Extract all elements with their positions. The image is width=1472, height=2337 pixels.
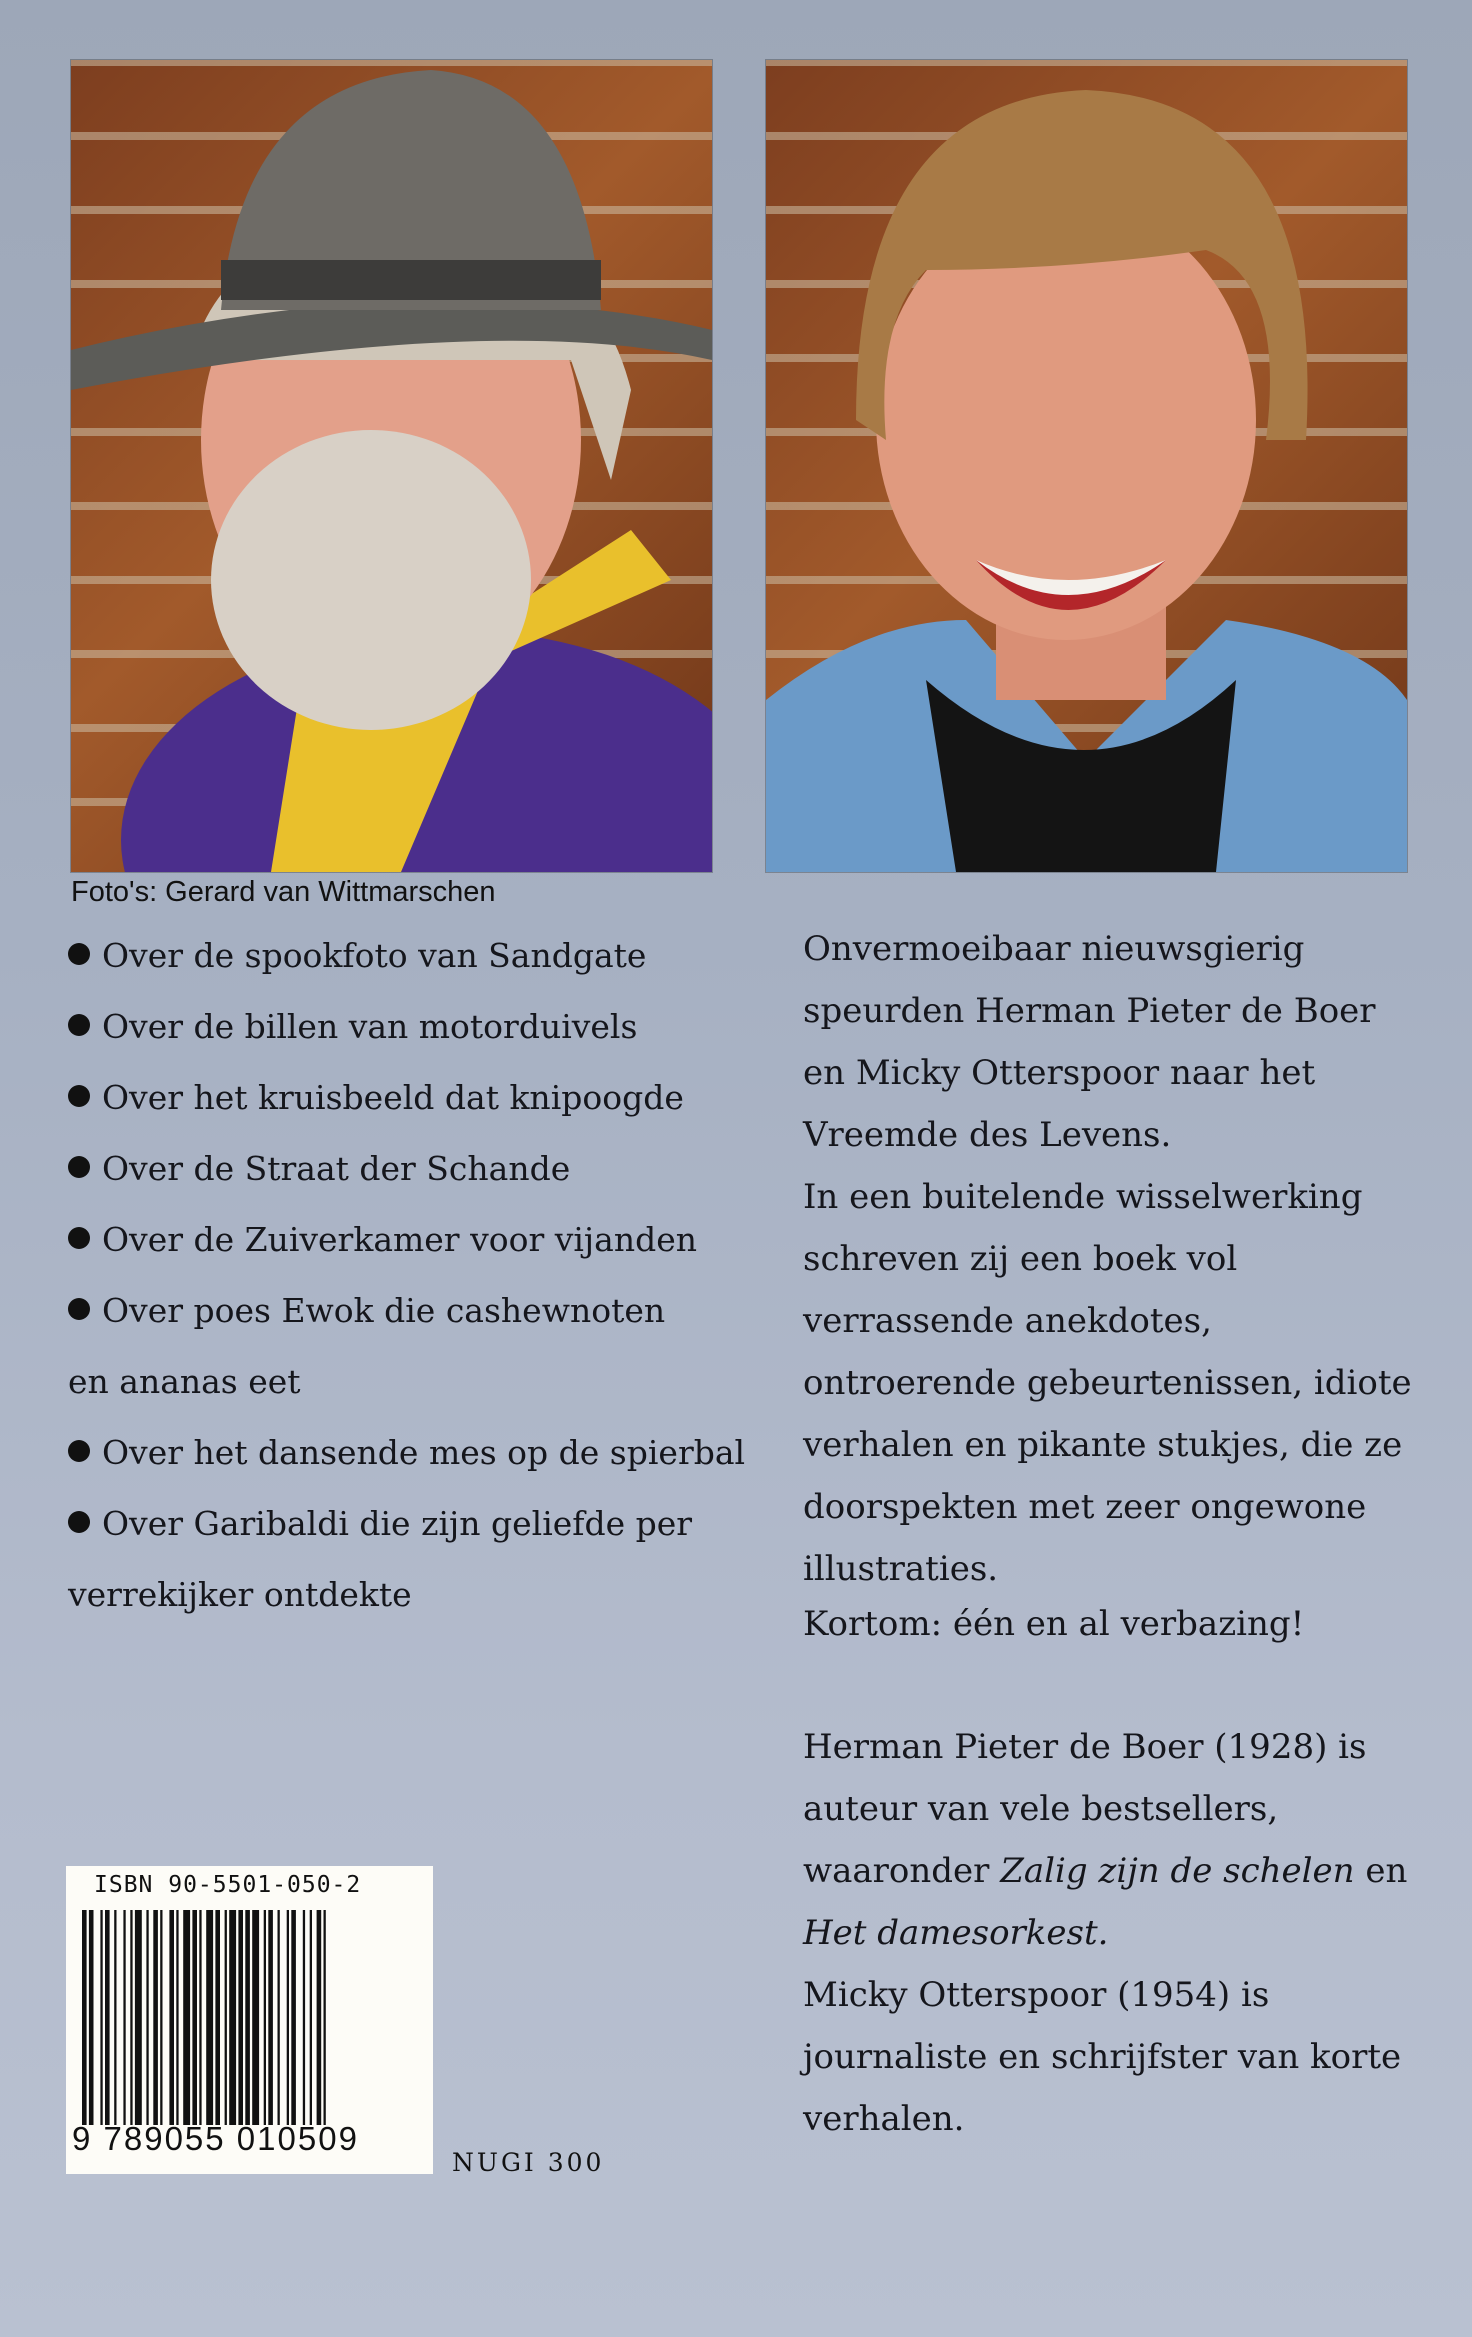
- tagline-text: Kortom: één en al verbazing!: [803, 1604, 1305, 1644]
- topic-text: Over de billen van motorduivels: [102, 1007, 638, 1046]
- blurb-paragraph: In een buitelende wisselwerking schreven zij een boek vol verrassende anekdotes, ontroerende gebeurtenissen, idiote verhalen en pikante stukjes, die ze doorspekten met zeer ongewone illustraties.: [803, 1177, 1412, 1589]
- barcode-bar: [135, 1910, 142, 2125]
- barcode-label: [66, 1866, 433, 2174]
- barcode-bar: [252, 1910, 259, 2125]
- topic-text: Over het kruisbeeld dat knipoogde: [102, 1078, 684, 1117]
- barcode-bar: [264, 1910, 266, 2125]
- book-title: Het damesorkest.: [803, 1913, 1109, 1953]
- barcode-bar: [183, 1910, 190, 2125]
- author-bios: [803, 1716, 1423, 2150]
- blurb-paragraph: Onvermoeibaar nieuwsgierig speurden Herman Pieter de Boer en Micky Otterspoor naar het Vreemde des Levens.: [803, 929, 1376, 1155]
- bullet-icon: [68, 1227, 90, 1249]
- bio-micky: Micky Otterspoor (1954) is journaliste en schrijfster van korte verhalen.: [803, 1975, 1402, 2139]
- bullet-icon: [68, 943, 90, 965]
- bio-text: en: [1354, 1851, 1408, 1891]
- author-photo-herman: [71, 60, 712, 872]
- bullet-icon: [68, 1298, 90, 1320]
- barcode-bar: [278, 1910, 280, 2125]
- bio-text: Herman Pieter de Boer (1928) is auteur van vele bestsellers, waaronder: [803, 1727, 1367, 1891]
- barcode-bar: [238, 1910, 243, 2125]
- bio-herman: [803, 1716, 1423, 1964]
- barcode-bar: [82, 1910, 87, 2125]
- photo-credit: Foto's: Gerard van Wittmarschen: [71, 876, 496, 908]
- barcode-bar: [287, 1910, 289, 2125]
- bullet-icon: [68, 1014, 90, 1036]
- topic-text: Over de Straat der Schande: [102, 1149, 571, 1188]
- portrait-woman-illustration: [766, 60, 1407, 872]
- barcode-bar: [89, 1910, 94, 2125]
- barcode-bar: [324, 1910, 326, 2125]
- barcode-bar: [153, 1910, 158, 2125]
- topic-text: Over de Zuiverkamer voor vijanden: [102, 1220, 697, 1259]
- barcode-bar: [146, 1910, 148, 2125]
- list-item: [68, 1062, 768, 1133]
- bullet-icon: [68, 1440, 90, 1462]
- bullet-icon: [68, 1085, 90, 1107]
- barcode-bar: [310, 1910, 312, 2125]
- barcode-bar: [245, 1910, 250, 2125]
- topic-text: Over de spookfoto van Sandgate: [102, 936, 647, 975]
- barcode-bar: [291, 1910, 296, 2125]
- bullet-icon: [68, 1511, 90, 1533]
- barcode-bar: [176, 1910, 178, 2125]
- topic-text: Over het dansende mes op de spierbal: [102, 1433, 746, 1472]
- barcode-bar: [160, 1910, 162, 2125]
- portrait-man-illustration: [71, 60, 712, 872]
- barcode-bar: [225, 1910, 227, 2125]
- list-item: [68, 1275, 708, 1417]
- nugi-code: NUGI 300: [452, 2148, 605, 2177]
- barcode-bar: [317, 1910, 322, 2125]
- bullet-icon: [68, 1156, 90, 1178]
- barcode-bar: [105, 1910, 110, 2125]
- barcode-bars: [82, 1910, 416, 2125]
- topic-text: Over poes Ewok die cashewnoten en ananas eet: [68, 1291, 666, 1401]
- topic-text: Over Garibaldi die zijn geliefde per verrekijker ontdekte: [68, 1504, 693, 1614]
- barcode-icon: [82, 1910, 416, 2125]
- barcode-bar: [268, 1910, 273, 2125]
- barcode-bar: [206, 1910, 213, 2125]
- list-item: [68, 1417, 768, 1488]
- topics-list: [68, 920, 768, 1630]
- blurb-text: [803, 918, 1423, 1600]
- list-item: [68, 1488, 708, 1630]
- barcode-bar: [229, 1910, 236, 2125]
- author-photo-micky: [766, 60, 1407, 872]
- barcode-bar: [130, 1910, 132, 2125]
- barcode-bar: [114, 1910, 116, 2125]
- barcode-bar: [199, 1910, 201, 2125]
- list-item: [68, 1133, 768, 1204]
- isbn-number: ISBN 90-5501-050-2: [94, 1872, 362, 1898]
- list-item: [68, 920, 768, 991]
- barcode-bar: [192, 1910, 197, 2125]
- barcode-bar: [123, 1910, 125, 2125]
- ean-number: 9 789055 010509: [72, 2120, 359, 2157]
- barcode-bar: [100, 1910, 102, 2125]
- barcode-bar: [215, 1910, 220, 2125]
- barcode-bar: [303, 1910, 305, 2125]
- barcode-bar: [169, 1910, 174, 2125]
- list-item: [68, 1204, 768, 1275]
- book-title: Zalig zijn de schelen: [1000, 1851, 1355, 1891]
- list-item: [68, 991, 768, 1062]
- blurb-tagline: [803, 1593, 1423, 1655]
